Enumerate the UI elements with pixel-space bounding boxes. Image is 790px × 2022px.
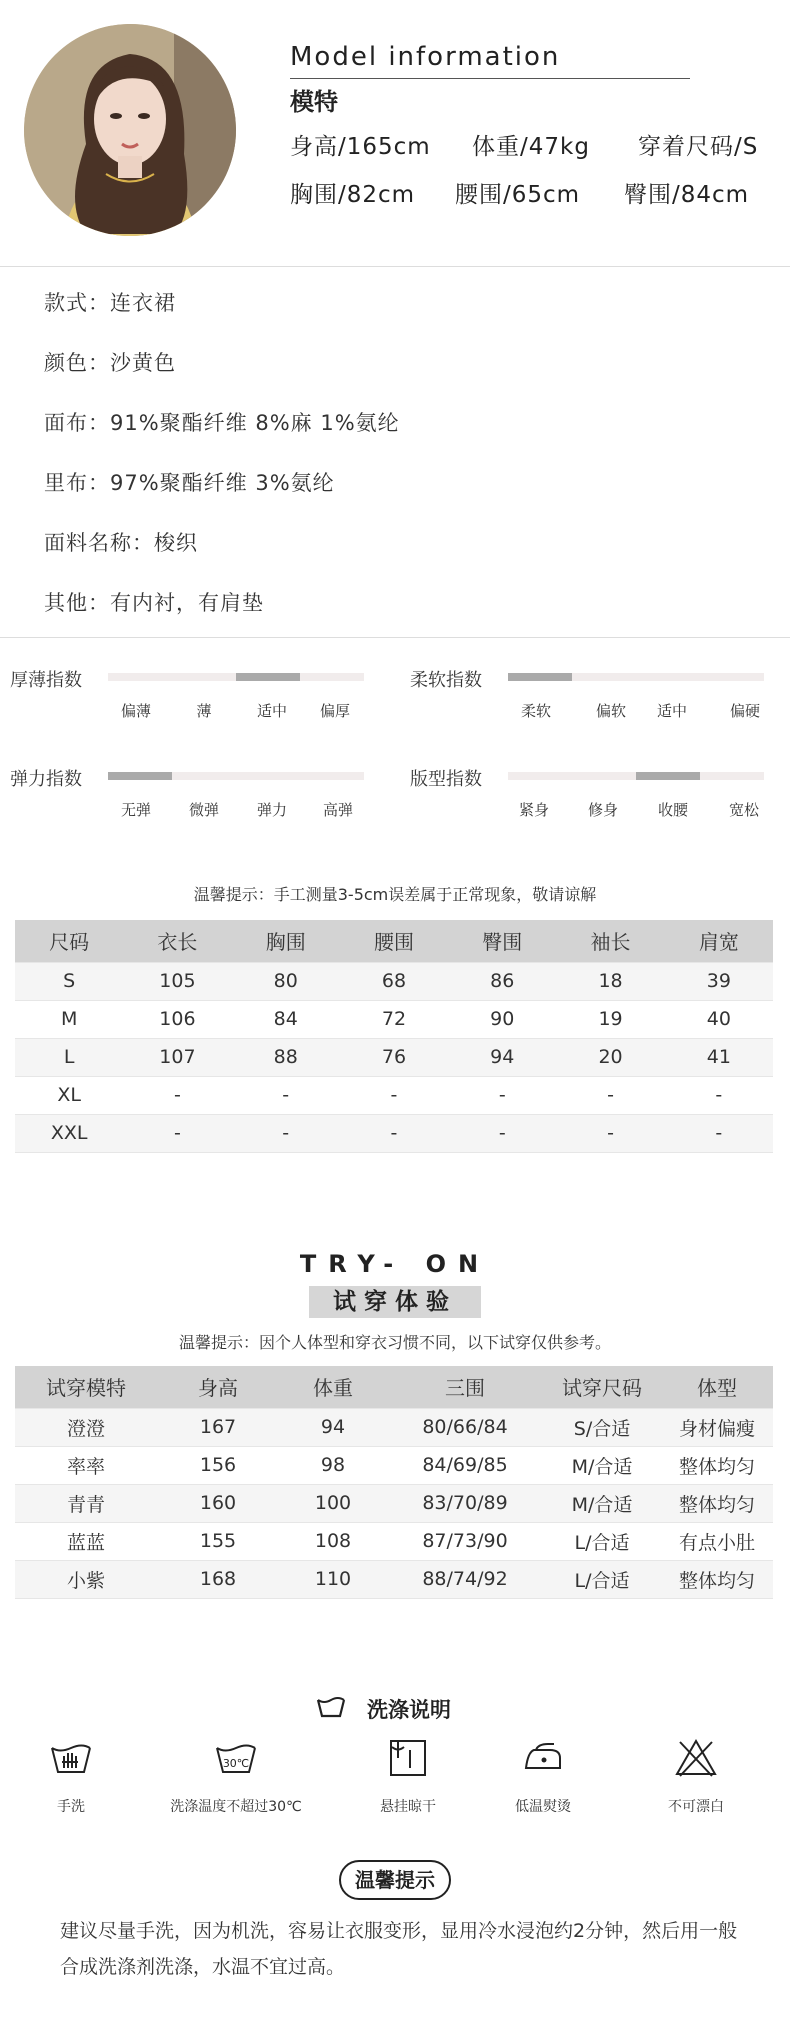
tryon-cell: 蓝蓝 — [15, 1522, 157, 1560]
index-tick: 偏软 — [595, 702, 627, 720]
size-cell: 86 — [448, 962, 556, 1000]
tryon-cell: L/合适 — [543, 1522, 661, 1560]
size-cell: 20 — [556, 1038, 664, 1076]
table-row — [15, 1484, 773, 1522]
low-iron-icon — [520, 1738, 566, 1778]
tip-title: 温馨提示 — [339, 1860, 451, 1900]
table-row — [15, 1038, 773, 1076]
tryon-header-cell: 体型 — [661, 1366, 773, 1408]
model-hip: 臀围/84cm — [624, 182, 750, 208]
size-cell: L — [15, 1038, 123, 1076]
tryon-header-cell: 试穿尺码 — [543, 1366, 661, 1408]
tryon-cell: 有点小肚 — [661, 1522, 773, 1560]
index-bar — [108, 772, 364, 780]
tryon-cell: 160 — [157, 1484, 279, 1522]
tryon-note: 温馨提示：因个人体型和穿衣习惯不同，以下试穿仅供参考。 — [178, 1333, 611, 1352]
index-tick: 薄 — [196, 702, 212, 720]
index-label: 厚薄指数 — [10, 670, 82, 691]
tryon-cell: 98 — [279, 1446, 387, 1484]
model-photo — [24, 24, 236, 236]
tryon-cell: 84/69/85 — [387, 1446, 543, 1484]
size-cell: 41 — [665, 1038, 773, 1076]
model-info-section — [0, 0, 790, 268]
wash-temp: 30℃ — [222, 1757, 250, 1770]
tryon-cell: 156 — [157, 1446, 279, 1484]
wash-label: 不可漂白 — [668, 1799, 724, 1815]
tryon-cell: 155 — [157, 1522, 279, 1560]
size-cell: 68 — [340, 962, 448, 1000]
index-tick: 收腰 — [657, 801, 689, 819]
model-title-underline — [290, 78, 690, 79]
table-row — [15, 1000, 773, 1038]
tryon-cell: S/合适 — [543, 1408, 661, 1446]
tryon-cell: 身材偏瘦 — [661, 1408, 773, 1446]
size-cell: 76 — [340, 1038, 448, 1076]
tryon-title-zh: 试穿体验 — [309, 1286, 481, 1318]
size-cell: 88 — [232, 1038, 340, 1076]
tryon-cell: 澄澄 — [15, 1408, 157, 1446]
size-cell: - — [340, 1076, 448, 1114]
index-tick: 宽松 — [728, 801, 760, 819]
index-tick: 无弹 — [120, 801, 152, 819]
wash-label: 手洗 — [57, 1799, 85, 1815]
wash-label: 悬挂晾干 — [380, 1799, 436, 1815]
tryon-cell: 87/73/90 — [387, 1522, 543, 1560]
model-bust: 胸围/82cm — [290, 182, 416, 208]
index-tick: 修身 — [587, 801, 619, 819]
index-label: 柔软指数 — [410, 670, 482, 691]
size-cell: 39 — [665, 962, 773, 1000]
index-label: 弹力指数 — [10, 769, 82, 790]
tryon-cell: L/合适 — [543, 1560, 661, 1598]
index-level — [508, 673, 572, 681]
tryon-header-cell: 身高 — [157, 1366, 279, 1408]
table-row — [15, 1522, 773, 1560]
size-cell: - — [448, 1114, 556, 1152]
size-table — [15, 920, 773, 1153]
table-row — [15, 1446, 773, 1484]
size-cell: - — [232, 1114, 340, 1152]
size-cell: 80 — [232, 962, 340, 1000]
model-weight: 体重/47kg — [472, 134, 590, 160]
model-size: 穿着尺码/S — [638, 134, 759, 160]
size-header-cell: 尺码 — [15, 920, 123, 962]
size-header-cell: 肩宽 — [665, 920, 773, 962]
attr-lining: 里布：97%聚酯纤维 3%氨纶 — [44, 471, 335, 495]
index-tick: 适中 — [256, 702, 288, 720]
hang-dry-icon — [388, 1738, 428, 1778]
model-avatar — [24, 24, 236, 236]
tryon-cell: 100 — [279, 1484, 387, 1522]
size-header-cell: 腰围 — [340, 920, 448, 962]
index-tick: 适中 — [656, 702, 688, 720]
index-bar — [108, 673, 364, 681]
attr-other: 其他：有内衬，有肩垫 — [44, 591, 264, 615]
tryon-cell: 94 — [279, 1408, 387, 1446]
wash-label: 洗涤温度不超过30℃ — [170, 1799, 302, 1815]
tryon-cell: 青青 — [15, 1484, 157, 1522]
tryon-cell: M/合适 — [543, 1446, 661, 1484]
size-cell: 94 — [448, 1038, 556, 1076]
size-header-cell: 臀围 — [448, 920, 556, 962]
wash-item — [161, 1738, 311, 1778]
tryon-title-en: TRY- ON — [299, 1250, 491, 1278]
model-title: Model information — [290, 42, 561, 72]
tryon-cell: 83/70/89 — [387, 1484, 543, 1522]
wash-item — [621, 1738, 771, 1778]
size-cell: 84 — [232, 1000, 340, 1038]
attr-color: 颜色：沙黄色 — [44, 351, 176, 375]
tryon-cell: 率率 — [15, 1446, 157, 1484]
size-header-cell: 胸围 — [232, 920, 340, 962]
size-cell: 72 — [340, 1000, 448, 1038]
size-cell: - — [123, 1114, 231, 1152]
size-cell: 107 — [123, 1038, 231, 1076]
tryon-header-cell: 三围 — [387, 1366, 543, 1408]
table-row — [15, 1560, 773, 1598]
table-row — [15, 1114, 773, 1152]
size-cell: - — [340, 1114, 448, 1152]
index-tick: 高弹 — [322, 801, 354, 819]
index-label: 版型指数 — [410, 769, 482, 790]
index-tick: 偏厚 — [319, 702, 351, 720]
index-bar — [508, 772, 764, 780]
size-cell: XXL — [15, 1114, 123, 1152]
attr-style: 款式：连衣裙 — [44, 291, 176, 315]
hand-wash-icon — [48, 1738, 94, 1778]
size-cell: - — [556, 1114, 664, 1152]
wash-item — [468, 1738, 618, 1778]
size-cell: - — [556, 1076, 664, 1114]
tryon-cell: 整体均匀 — [661, 1446, 773, 1484]
tryon-table — [15, 1366, 773, 1599]
model-subtitle: 模特 — [290, 88, 338, 116]
index-tick: 偏硬 — [729, 702, 761, 720]
tryon-cell: 110 — [279, 1560, 387, 1598]
tryon-cell: 80/66/84 — [387, 1408, 543, 1446]
model-waist: 腰围/65cm — [455, 182, 581, 208]
index-tick: 柔软 — [520, 702, 552, 720]
table-row — [15, 1076, 773, 1114]
tryon-cell: 88/74/92 — [387, 1560, 543, 1598]
attr-outer-fabric: 面布：91%聚酯纤维 8%麻 1%氨纶 — [44, 411, 400, 435]
index-tick: 弹力 — [256, 801, 288, 819]
size-cell: - — [665, 1114, 773, 1152]
index-tick: 紧身 — [518, 801, 550, 819]
attr-fabric-name: 面料名称：梭织 — [44, 531, 198, 555]
no-bleach-icon — [674, 1738, 718, 1778]
wash-30-icon — [213, 1738, 259, 1778]
index-tick: 微弹 — [188, 801, 220, 819]
wash-title: 洗涤说明 — [367, 1698, 451, 1722]
size-cell: 18 — [556, 962, 664, 1000]
index-tick: 偏薄 — [120, 702, 152, 720]
tryon-cell: 108 — [279, 1522, 387, 1560]
tryon-cell: 整体均匀 — [661, 1484, 773, 1522]
wash-item — [0, 1738, 146, 1778]
size-cell: XL — [15, 1076, 123, 1114]
index-level — [236, 673, 300, 681]
tryon-header-cell: 试穿模特 — [15, 1366, 157, 1408]
index-level — [108, 772, 172, 780]
wash-label: 低温熨烫 — [515, 1799, 571, 1815]
model-height: 身高/165cm — [290, 134, 431, 160]
size-cell: - — [665, 1076, 773, 1114]
size-cell: - — [448, 1076, 556, 1114]
tryon-header-cell: 体重 — [279, 1366, 387, 1408]
size-cell: S — [15, 962, 123, 1000]
size-cell: 40 — [665, 1000, 773, 1038]
size-cell: 106 — [123, 1000, 231, 1038]
tryon-cell: M/合适 — [543, 1484, 661, 1522]
size-cell: 105 — [123, 962, 231, 1000]
wash-item — [333, 1738, 483, 1778]
size-cell: M — [15, 1000, 123, 1038]
tryon-cell: 小紫 — [15, 1560, 157, 1598]
tip-text: 建议尽量手洗，因为机洗，容易让衣服变形，显用冷水浸泡约2分钟，然后用一般合成洗涤剂洗涤，水温不宜过高。 — [60, 1920, 738, 1978]
size-header-cell: 袖长 — [556, 920, 664, 962]
size-cell: - — [232, 1076, 340, 1114]
size-cell: - — [123, 1076, 231, 1114]
size-cell: 90 — [448, 1000, 556, 1038]
divider — [0, 637, 790, 638]
tryon-cell: 167 — [157, 1408, 279, 1446]
divider — [0, 266, 790, 267]
size-note: 温馨提示：手工测量3-5cm误差属于正常现象，敬请谅解 — [193, 885, 597, 904]
index-bar — [508, 673, 764, 681]
tryon-cell: 168 — [157, 1560, 279, 1598]
tryon-cell: 整体均匀 — [661, 1560, 773, 1598]
table-row — [15, 1408, 773, 1446]
index-level — [636, 772, 700, 780]
size-header-cell: 衣长 — [123, 920, 231, 962]
table-row — [15, 962, 773, 1000]
size-cell: 19 — [556, 1000, 664, 1038]
